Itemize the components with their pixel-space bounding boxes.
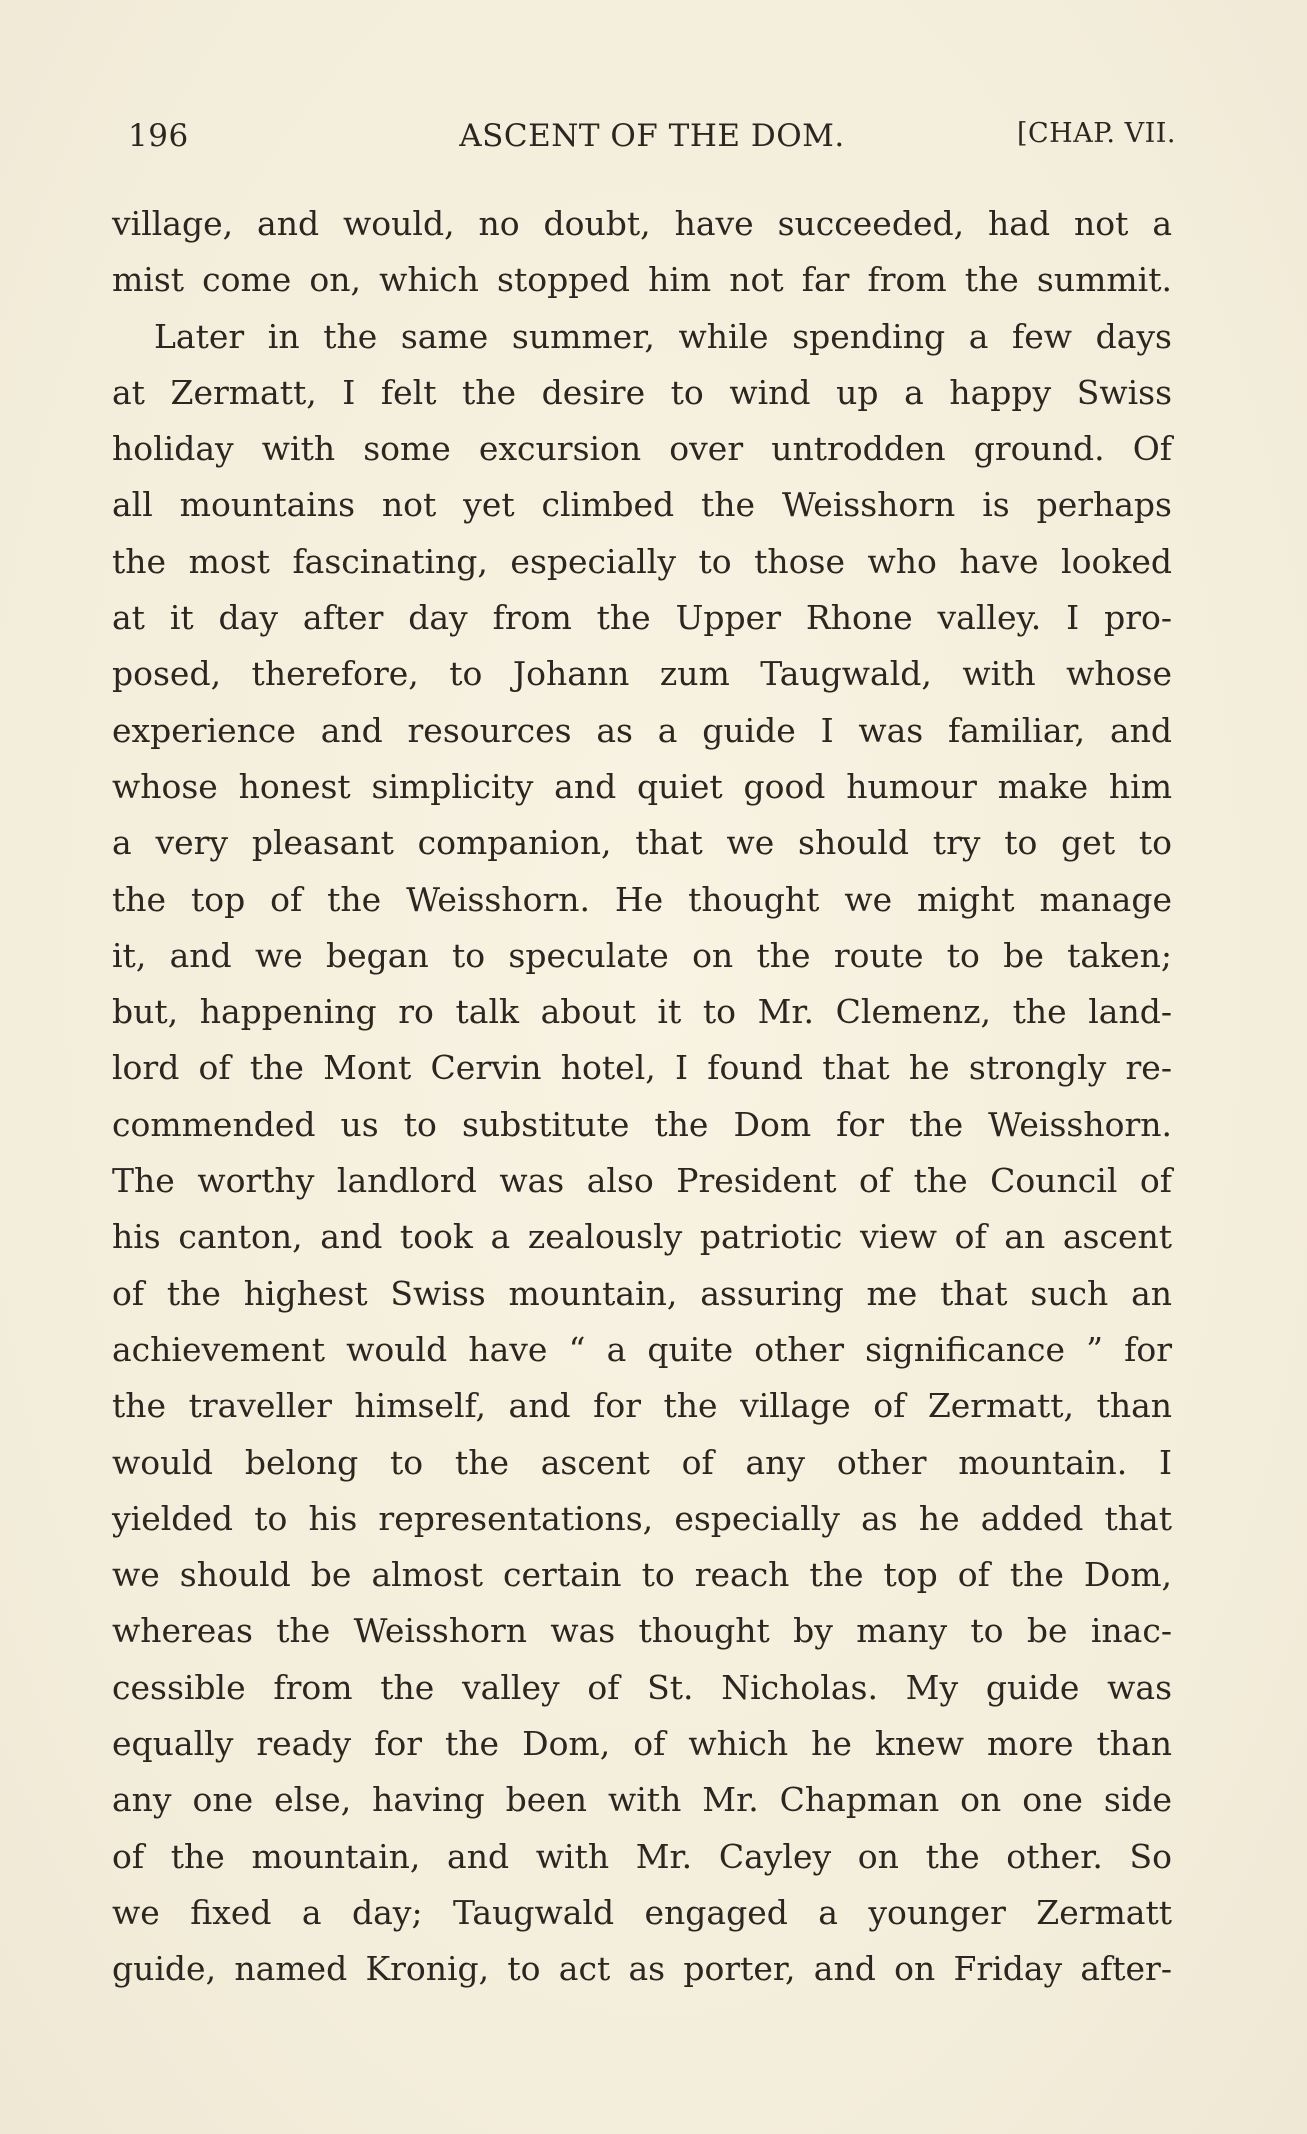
text-line: all mountains not yet climbed the Weisshorn is perhaps	[112, 485, 1172, 525]
text-line: the top of the Weisshorn. He thought we might manage	[112, 879, 1172, 919]
text-line: equally ready for the Dom, of which he knew more than	[112, 1724, 1172, 1764]
text-line: would belong to the ascent of any other mountain. I	[112, 1442, 1172, 1482]
text-line: the most fascinating, especially to those who have looked	[112, 541, 1172, 581]
text-line: at Zermatt, I felt the desire to wind up a happy Swiss	[112, 372, 1172, 412]
text-line: commended us to substitute the Dom for the Weisshorn.	[112, 1104, 1172, 1144]
text-line: a very pleasant companion, that we should try to get to	[112, 823, 1172, 863]
text-line: we should be almost certain to reach the top of the Dom,	[112, 1555, 1172, 1595]
text-line: any one else, having been with Mr. Chapman on one side	[112, 1780, 1172, 1820]
text-line: of the mountain, and with Mr. Cayley on the other. So	[112, 1836, 1172, 1876]
text-line: yielded to his representations, especially as he added that	[112, 1498, 1172, 1538]
chapter-marker: [CHAP. VII.	[1016, 118, 1176, 149]
text-line: cessible from the valley of St. Nicholas. My guide was	[112, 1667, 1172, 1707]
text-line: whereas the Weisshorn was thought by many to be inac-	[112, 1611, 1172, 1651]
text-line: experience and resources as a guide I was familiar, and	[112, 710, 1172, 750]
text-line: The worthy landlord was also President of the Council of	[112, 1161, 1172, 1201]
text-line: we fixed a day; Taugwald engaged a younger Zermatt	[112, 1892, 1172, 1932]
text-line: of the highest Swiss mountain, assuring me that such an	[112, 1273, 1172, 1313]
running-title: ASCENT OF THE DOM.	[459, 118, 845, 154]
body-text	[112, 196, 1172, 1998]
text-line: Later in the same summer, while spending a few days	[154, 316, 1172, 356]
text-line: his canton, and took a zealously patriotic view of an ascent	[112, 1217, 1172, 1257]
text-line: whose honest simplicity and quiet good humour make him	[112, 766, 1172, 806]
text-line: achievement would have “ a quite other significance ” for	[112, 1329, 1172, 1369]
running-head	[128, 118, 1176, 158]
text-line: guide, named Kronig, to act as porter, and on Friday after-	[112, 1949, 1172, 1989]
text-line: it, and we began to speculate on the route to be taken;	[112, 935, 1172, 975]
text-line: holiday with some excursion over untrodden ground. Of	[112, 429, 1172, 469]
text-line: the traveller himself, and for the village of Zermatt, than	[112, 1386, 1172, 1426]
text-line: posed, therefore, to Johann zum Taugwald, with whose	[112, 654, 1172, 694]
text-line: village, and would, no doubt, have succeeded, had not a	[112, 204, 1172, 243]
text-line: mist come on, which stopped him not far from the summit.	[112, 260, 1172, 300]
text-line: but, happening ro talk about it to Mr. Clemenz, the land-	[112, 992, 1172, 1032]
page-number: 196	[128, 118, 189, 154]
text-line: lord of the Mont Cervin hotel, I found that he strongly re-	[112, 1048, 1172, 1088]
text-line: at it day after day from the Upper Rhone valley. I pro-	[112, 598, 1172, 638]
